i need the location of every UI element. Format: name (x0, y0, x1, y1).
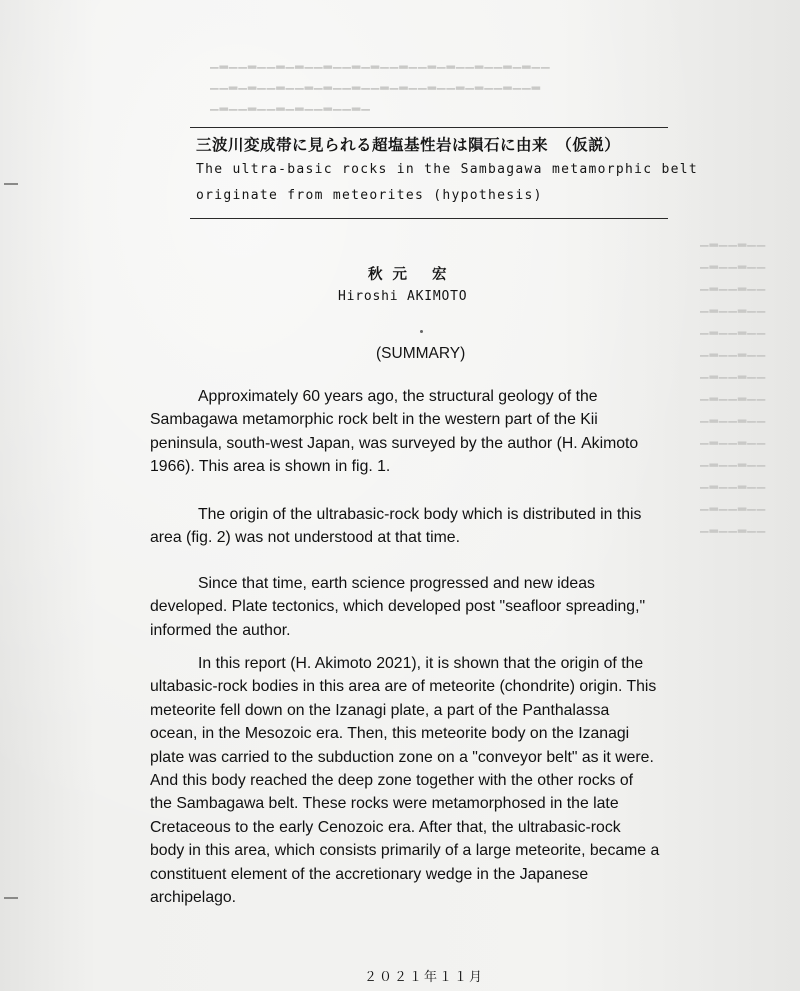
author-japanese: 秋元 宏 (368, 267, 457, 283)
paragraph-line: Cretaceous to the early Cenozoic era. After that, the ultrabasic-rock (150, 818, 621, 836)
scan-edge-mark (4, 897, 18, 899)
scan-edge-mark (4, 183, 18, 185)
paragraph-line: ultabasic-rock bodies in this area are of meteorite (chondrite) origin. This (150, 678, 657, 696)
title-rule-bottom (190, 218, 668, 219)
paragraph-line: constituent element of the accretionary wedge in the Japanese (150, 865, 589, 883)
paragraph-line: developed. Plate tectonics, which developed post "seafloor spreading," (150, 598, 646, 616)
stray-mark (420, 330, 423, 333)
paragraph-line: And this body reached the deep zone together with the other rocks of (150, 772, 633, 790)
paragraph-line: 1966). This area is shown in fig. 1. (150, 458, 391, 476)
paragraph-line: informed the author. (150, 621, 291, 639)
paragraph-2 (150, 503, 680, 550)
paragraph-1 (150, 385, 680, 479)
title-english-line-1: The ultra-basic rocks in the Sambagawa metamorphic belt (196, 162, 698, 177)
paragraph-line: meteorite fell down on the Izanagi plate, a part of the Panthalassa (150, 701, 610, 719)
paragraph-4 (150, 652, 680, 909)
paragraph-line: Since that time, earth science progressed and new ideas (198, 575, 595, 592)
paragraph-line: area (fig. 2) was not understood at that time. (150, 529, 460, 547)
paragraph-line: plate was carried to the subduction zone on a "conveyor belt" as it were. (150, 748, 654, 766)
paragraph-line: Sambagawa metamorphic rock belt in the western part of the Kii (150, 411, 598, 429)
title-japanese: 三波川変成帯に見られる超塩基性岩は隕石に由来 （仮説） (196, 136, 621, 154)
paragraph-line: In this report (H. Akimoto 2021), it is shown that the origin of the (198, 655, 644, 672)
paragraph-line: ocean, in the Mesozoic era. Then, this meteorite body on the Izanagi (150, 725, 630, 743)
paragraph-line: the Sambagawa belt. These rocks were metamorphosed in the late (150, 795, 619, 813)
paragraph-line: archipelago. (150, 889, 237, 907)
paragraph-line: The origin of the ultrabasic-rock body which is distributed in this (198, 506, 642, 523)
paragraph-3 (150, 572, 680, 642)
title-english-line-2: originate from meteorites (hypothesis) (196, 188, 543, 203)
paragraph-line: body in this area, which consists primarily of a large meteorite, became a (150, 842, 660, 860)
bleed-through-texture-right: ▁▂▁▁▂▁▁ ▁▂▁▁▂▁▁ ▁▂▁▁▂▁▁ ▁▂▁▁▂▁▁ ▁▂▁▁▂▁▁ ▁▂▁▁▂▁▁ ▁▂▁▁▂▁▁ ▁▂▁▁▂▁▁ ▁▂▁▁▂▁▁ ▁▂▁▁▂▁▁ ▁▂▁▁▂▁▁ ▁▂▁▁▂▁▁ ▁▂▁▁▂▁▁ ▁▂▁▁▂▁▁ (700, 234, 767, 533)
author-english: Hiroshi AKIMOTO (338, 289, 468, 304)
summary-heading: (SUMMARY) (376, 345, 466, 362)
paragraph-line: Approximately 60 years ago, the structural geology of the (198, 388, 598, 405)
document-date: ２０２１年１１月 (364, 970, 485, 985)
title-rule-top (190, 127, 668, 128)
bleed-through-texture: ▁▂▁▁▂▁▁▂▁▂▁▁▂▁▁▂▁▂▁▁▂▁▁▂▁▂▁▁▂▁▁▂▁▂▁▁ ▁▁▂▁▂▁▁▂▁▁▂▁▂▁▁▂▁▁▂▁▂▁▁▂▁▁▂▁▂▁▁▂▁▁▂ ▁▂▁▁▂▁▁▂▁▂▁▁▂▁▁▂▁ (210, 56, 551, 111)
paragraph-line: peninsula, south-west Japan, was surveyed by the author (H. Akimoto (150, 434, 639, 452)
